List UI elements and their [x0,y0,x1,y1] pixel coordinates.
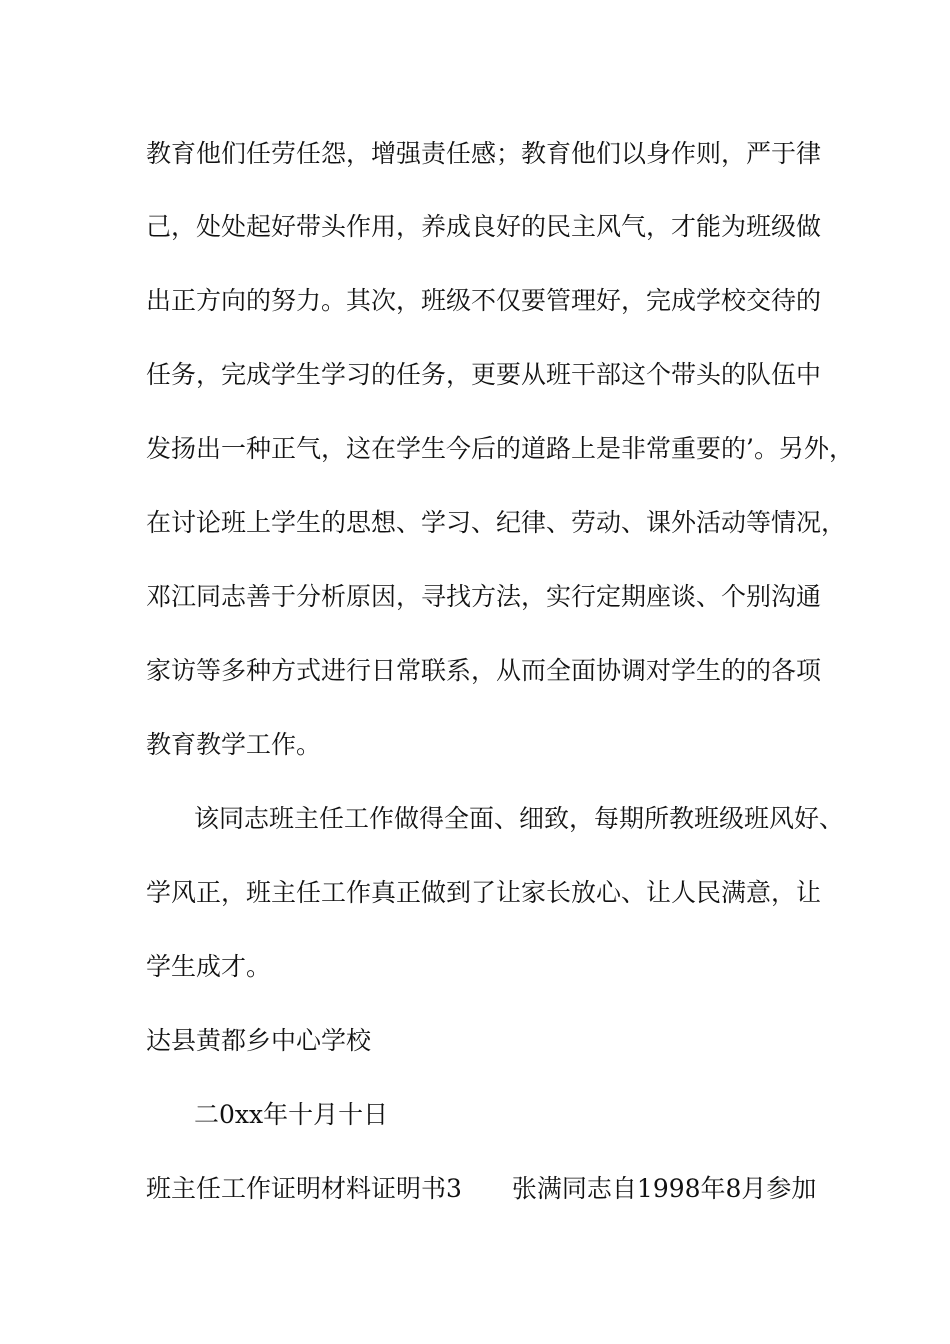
paragraph-line: 教育教学工作。 [146,730,322,759]
section-heading-line: 班主任工作证明材料证明书3 张满同志自1998年8月参加 [146,1174,817,1203]
paragraph-line: 在讨论班上学生的思想、学习、纪律、劳动、课外活动等情况， [146,508,847,537]
paragraph-line: 发扬出一种正气，这在学生今后的道路上是非常重要的’。另外， [146,434,854,463]
paragraph-line: 学风正，班主任工作真正做到了让家长放心、让人民满意，让 [146,878,822,907]
date-line: 二0xx年十月十日 [194,1100,389,1129]
paragraph-line: 教育他们任劳任怨，增强责任感；教育他们以身作则，严于律 [146,139,822,168]
school-name: 达县黄都乡中心学校 [146,1026,372,1055]
paragraph-line: 该同志班主任工作做得全面、细致，每期所教班级班风好、 [194,804,845,833]
paragraph-line: 出正方向的努力。其次，班级不仅要管理好，完成学校交待的 [146,286,822,315]
paragraph-line: 学生成才。 [146,952,272,981]
paragraph-line: 己，处处起好带头作用，养成良好的民主风气，才能为班级做 [146,212,822,241]
paragraph-line: 邓江同志善于分析原因，寻找方法，实行定期座谈、个别沟通 [146,582,822,611]
paragraph-line: 家访等多种方式进行日常联系，从而全面协调对学生的的各项 [146,656,822,685]
paragraph-line: 任务，完成学生学习的任务，更要从班干部这个带头的队伍中 [146,360,822,389]
